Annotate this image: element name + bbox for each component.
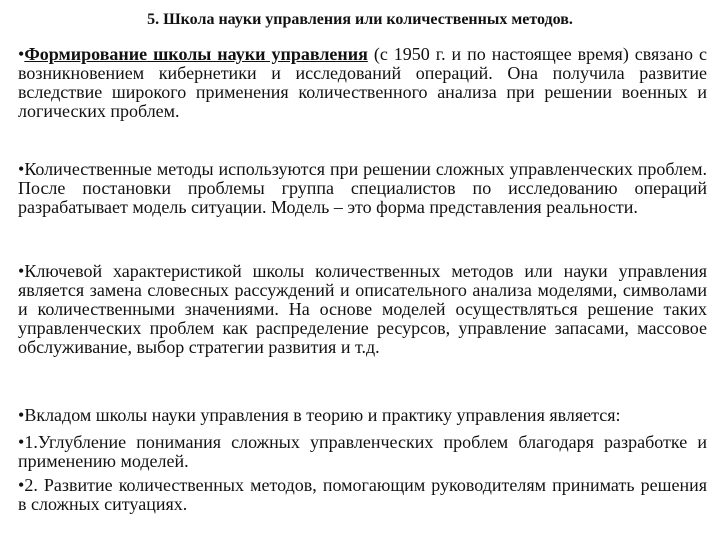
paragraph-text: (с 1950 г. и по настоящее время) связано с возникновением кибернетики и исследований операций. Она получила развитие вследствие широкого применения количественного анализа при решении военных и логических проблем. [18,44,707,121]
paragraph-text: Количественные методы используются при решении сложных управленческих проблем. После постановки проблемы группа специалистов по исследованию операций разрабатывает модель ситуации. Модель – это форма представления реальности. [18,159,707,217]
paragraph-text: Вкладом школы науки управления в теорию и практику управления является: [24,405,621,425]
paragraph-contribution-intro [18,406,707,425]
bullet: • [18,432,25,452]
bullet: • [18,475,25,495]
bullet: • [18,405,25,425]
paragraph-key-characteristic [18,262,707,357]
paragraph-school-formation [18,45,707,121]
paragraph-lead-heading: Формирование школы науки управления [24,44,368,64]
bullet: • [18,44,25,64]
paragraph-text: 2. Развитие количественных методов, помогающим руководителям принимать решения в сложных ситуациях. [18,475,707,514]
paragraph-contribution-2 [18,476,707,514]
bullet: • [18,159,25,179]
paragraph-contribution-1 [18,433,707,471]
paragraph-text: 1.Углубление понимания сложных управленческих проблем благодаря разработке и применению моделей. [18,432,707,471]
paragraph-text: Ключевой характеристикой школы количественных методов или науки управления является замена словесных рассуждений и описательного анализа моделями, символами и количественными значениями. На основе моделей осуществляться решение таких управленческих проблем как распределение ресурсов, управление запасами, массовое обслуживание, выбор стратегии развития и т.д. [18,261,707,357]
bullet: • [18,261,25,281]
slide-title: 5. Школа науки управления или количественных методов. [147,11,573,28]
paragraph-quantitative-methods [18,160,707,217]
